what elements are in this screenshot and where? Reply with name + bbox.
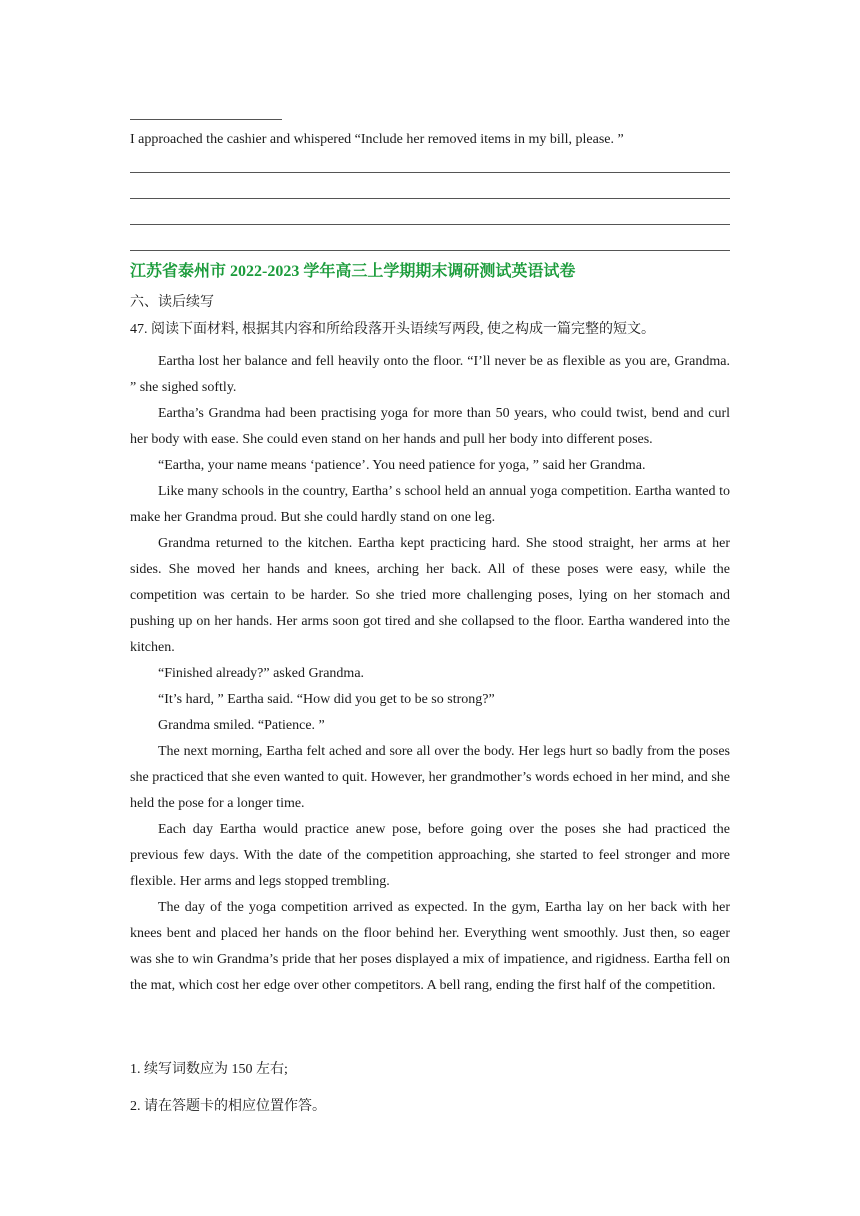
answer-line [130, 198, 730, 199]
story-paragraph: Each day Eartha would practice anew pose, before going over the poses she had practiced the previous few days. With the date of the competition approaching, she started to feel stronger and more flexible. Her arms and legs stopped trembling. [130, 822, 730, 889]
story-passage [130, 349, 730, 999]
requirement-item: 2. 请在答题卡的相应位置作答。 [130, 1099, 326, 1114]
question-instruction: 47. 阅读下面材料, 根据其内容和所给段落开头语续写两段, 使之构成一篇完整的短文。 [130, 322, 655, 337]
story-paragraph: Eartha’s Grandma had been practising yoga for more than 50 years, who could twist, bend and curl her body with ease. She could even stand on her hands and pull her body into different poses. [130, 406, 730, 447]
section-heading: 六、读后续写 [130, 295, 214, 310]
requirement-item: 1. 续写词数应为 150 左右; [130, 1062, 288, 1077]
answer-line [130, 250, 730, 251]
exam-title: 江苏省泰州市 2022-2023 学年高三上学期期末调研测试英语试卷 [130, 263, 576, 280]
short-answer-line [130, 119, 282, 120]
story-paragraph: “It’s hard, ” Eartha said. “How did you get to be so strong?” [158, 692, 495, 707]
story-paragraph: Eartha lost her balance and fell heavily onto the floor. “I’ll never be as flexible as you are, Grandma. ” she sighed softly. [130, 354, 730, 395]
continuation-prompt: I approached the cashier and whispered “Include her removed items in my bill, please. ” [130, 132, 624, 147]
story-paragraph: Grandma returned to the kitchen. Eartha kept practicing hard. She stood straight, her arms at her sides. She moved her hands and knees, arching her back. All of these poses were easy, while the competition was certain to be harder. So she tried more challenging poses, lying on her stomach and pushing up on her hands. Her arms soon got tired and she collapsed to the floor. Eartha wandered into the kitchen. [130, 536, 730, 655]
answer-line [130, 224, 730, 225]
story-paragraph: Grandma smiled. “Patience. ” [158, 718, 325, 733]
answer-line [130, 172, 730, 173]
story-paragraph: “Finished already?” asked Grandma. [158, 666, 365, 681]
story-paragraph: Like many schools in the country, Eartha’ s school held an annual yoga competition. Eartha wanted to make her Grandma proud. But she could hardly stand on one leg. [130, 484, 730, 525]
story-paragraph: The day of the yoga competition arrived as expected. In the gym, Eartha lay on her back with her knees bent and placed her hands on the floor behind her. Everything went smoothly. Just then, so eager was she to win Grandma’s pride that her poses displayed a mix of impatience, and rigidness. Eartha fell on the mat, which cost her edge over other competitors. A bell rang, ending the first half of the competition. [130, 900, 730, 993]
story-paragraph: The next morning, Eartha felt ached and sore all over the body. Her legs hurt so badly from the poses she practiced that she even wanted to quit. However, her grandmother’s words echoed in her mind, and she held the pose for a longer time. [130, 744, 730, 811]
story-paragraph: “Eartha, your name means ‘patience’. You need patience for yoga, ” said her Grandma. [158, 458, 646, 473]
